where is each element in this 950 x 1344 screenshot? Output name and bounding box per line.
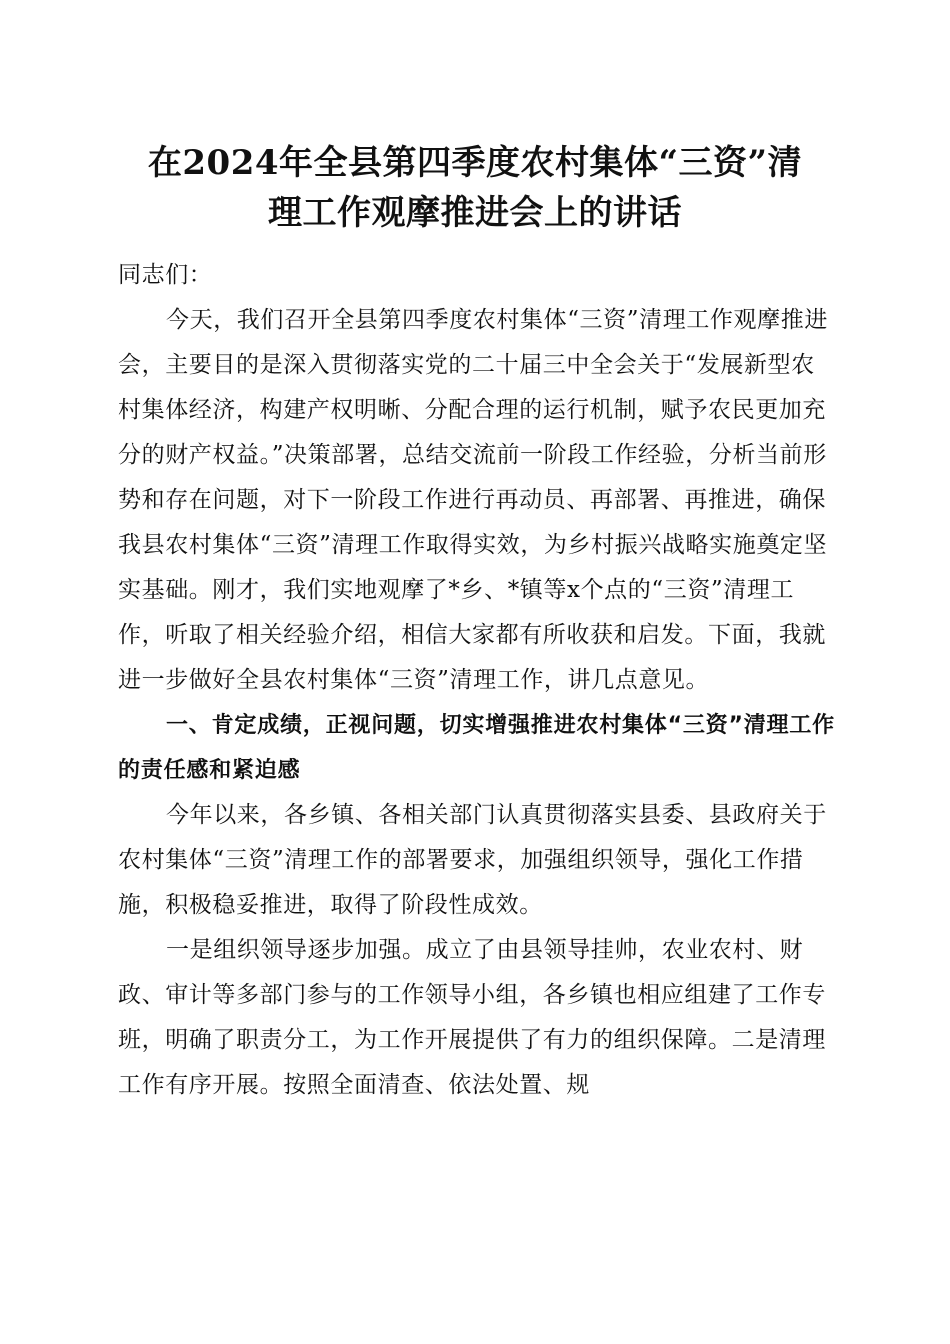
paragraph-points — [118, 928, 838, 1108]
paragraph-intro: 今天，我们召开全县第四季度农村集体“三资”清理工作观摩推进会，主要目的是深入贯彻落实党的二十届三中全会关于“发展新型农村集体经济，构建产权明晰、分配合理的运行机制，赋予农民更加充分的财产权益。”决策部署，总结交流前一阶段工作经验，分析当前形势和存在问题，对下一阶段工作进行再动员、再部署、再推进，确保我县农村集体“三资”清理工作取得实效，为乡村振兴战略实施奠定坚实基础。刚才，我们实地观摩了*乡、*镇等x个点的“三资”清理工作，听取了相关经验介绍，相信大家都有所收获和启发。下面，我就进一步做好全县农村集体“三资”清理工作，讲几点意见。 — [118, 307, 828, 693]
paragraph-achievements: 今年以来，各乡镇、各相关部门认真贯彻落实县委、县政府关于农村集体“三资”清理工作的部署要求，加强组织领导，强化工作措施，积极稳妥推进，取得了阶段性成效。 — [118, 802, 827, 918]
title-line-1: 在2024年全县第四季度农村集体“三资”清 — [147, 143, 803, 183]
document-body — [118, 253, 838, 1108]
title-line-2: 理工作观摩推进会上的讲话 — [268, 193, 682, 233]
document-title — [100, 138, 850, 238]
section-heading-1: 一、肯定成绩，正视问题，切实增强推进农村集体“三资”清理工作的责任感和紧迫感 — [118, 713, 835, 783]
point-body: 成立了由县领导挂帅，农业农村、财政、审计等多部门参与的工作领导小组，各乡镇也相应组建了工作专班，明确了职责分工，为工作开展提供了有力的组织保障。二是清理工作有序开展。按照全面清查、依法处置、规 — [118, 937, 826, 1098]
salutation: 同志们： — [118, 262, 213, 288]
point-lead: 一是组织领导逐步加强。 — [166, 937, 426, 963]
